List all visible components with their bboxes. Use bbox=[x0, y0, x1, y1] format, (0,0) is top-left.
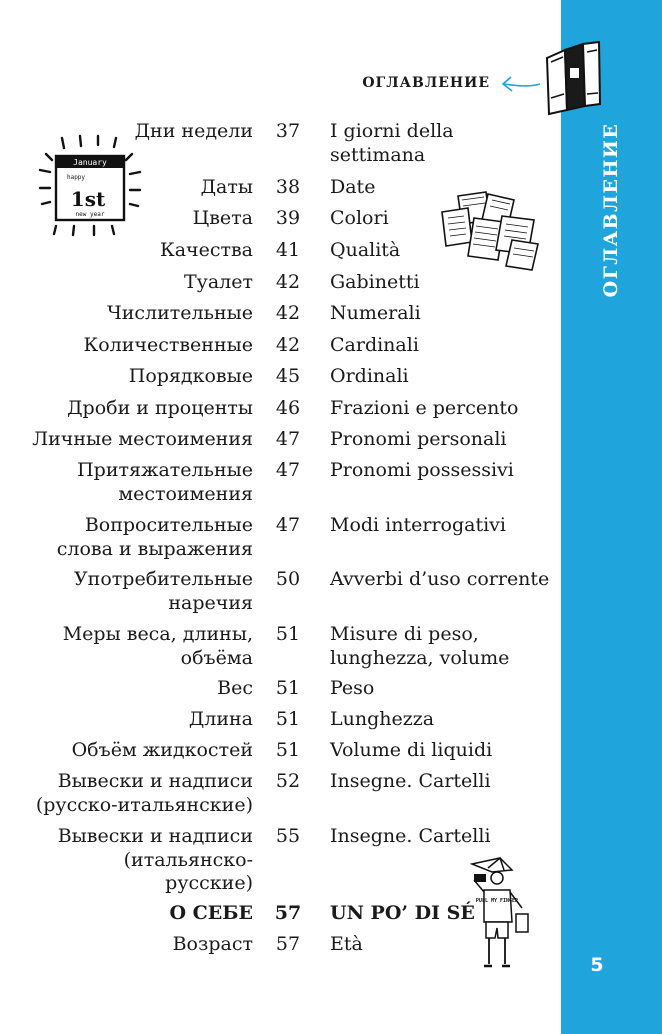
toc-entry-italian bbox=[330, 176, 375, 200]
calendar-line2: new year bbox=[75, 211, 105, 218]
toc-entry-italian bbox=[330, 397, 518, 421]
toc-entry-page: 38 bbox=[275, 176, 301, 198]
toc-italian-line: Pronomi possessivi bbox=[330, 459, 514, 481]
toc-entry-page: 45 bbox=[275, 365, 301, 387]
toc-italian-line: Volume di liquidi bbox=[330, 739, 493, 761]
toc-entry-page: 51 bbox=[275, 623, 301, 645]
toc-italian-line: Date bbox=[330, 176, 376, 198]
toc-italian-line: Modi interrogativi bbox=[330, 514, 506, 536]
calendar-month: January bbox=[73, 158, 107, 167]
toc-entry-page: 46 bbox=[275, 397, 301, 419]
toc-russian-line: Вопросительные bbox=[84, 514, 253, 536]
toc-russian-line: Меры веса, длины, bbox=[62, 623, 253, 645]
toc-russian-line: русские) bbox=[165, 872, 253, 894]
toc-russian-line: Цвета bbox=[192, 207, 253, 229]
toc-entry-italian bbox=[330, 825, 491, 849]
toc-entry-page: 51 bbox=[275, 708, 301, 730]
toc-italian-line: Colori bbox=[330, 207, 389, 229]
sidebar-title: ОГЛАВЛЕНИЕ bbox=[600, 122, 622, 298]
toc-russian-line: местоимения bbox=[118, 482, 253, 505]
toc-entry-italian bbox=[330, 933, 363, 957]
toc-italian-line: settimana bbox=[330, 143, 426, 166]
toc-entry-italian bbox=[330, 568, 549, 592]
toc-russian-line: Употребительные bbox=[73, 568, 253, 590]
toc-russian-line: Качества bbox=[159, 239, 253, 261]
toc-entry-page: 51 bbox=[275, 739, 301, 761]
toc-russian-line: Туалет bbox=[183, 271, 253, 293]
toc-russian-line: Объём жидкостей bbox=[71, 739, 253, 761]
toc-russian-line: Длина bbox=[188, 708, 253, 730]
toc-entry-russian bbox=[58, 825, 253, 896]
toc-entry-page: 42 bbox=[275, 302, 301, 324]
toc-entry-italian bbox=[330, 428, 507, 452]
toc-italian-line: Insegne. Cartelli bbox=[330, 825, 491, 847]
toc-italian-line: Lunghezza bbox=[330, 708, 435, 730]
toc-entry-russian bbox=[217, 677, 253, 701]
toc-entry-page: 42 bbox=[275, 271, 301, 293]
toc-entry-russian bbox=[84, 334, 253, 358]
toc-entry-russian bbox=[184, 271, 253, 295]
toc-entry-russian bbox=[36, 770, 253, 817]
toc-russian-line: наречия bbox=[168, 591, 253, 614]
toc-italian-line: Peso bbox=[330, 677, 375, 699]
toc-entry-page: 47 bbox=[275, 514, 301, 536]
calendar-line1: happy bbox=[66, 174, 86, 181]
toc-entry-italian bbox=[330, 770, 491, 794]
toc-entry-italian bbox=[330, 302, 421, 326]
toc-italian-line: Qualità bbox=[330, 239, 401, 261]
page-title: ОГЛАВЛЕНИЕ bbox=[362, 75, 490, 91]
toc-entry-russian bbox=[170, 902, 254, 926]
toc-russian-line: Притяжательные bbox=[77, 459, 253, 481]
toc-entry-italian bbox=[330, 271, 420, 295]
toc-russian-line: Вывески и надписи bbox=[57, 770, 253, 792]
toc-entry-page: 37 bbox=[275, 120, 301, 142]
toc-entry-page: 39 bbox=[275, 207, 301, 229]
toc-entry-russian bbox=[160, 239, 253, 263]
toc-entry-russian bbox=[201, 176, 253, 200]
toc-entry-page: 57 bbox=[274, 902, 302, 924]
toc-italian-line: Ordinali bbox=[330, 365, 409, 387]
toc-italian-line: Gabinetti bbox=[330, 271, 420, 293]
toc-entry-russian bbox=[32, 428, 253, 452]
toc-russian-line: Даты bbox=[200, 176, 253, 198]
toc-entry-italian bbox=[330, 623, 509, 670]
toc-entry-italian bbox=[330, 459, 514, 483]
toc-entry-russian bbox=[63, 623, 253, 670]
toc-entry-italian bbox=[330, 739, 492, 763]
toc-russian-line: Порядковые bbox=[128, 365, 253, 387]
toc-italian-line: UN PO’ DI SÉ bbox=[330, 902, 475, 924]
toc-russian-line: Вес bbox=[217, 677, 253, 699]
toc-entry-italian bbox=[330, 514, 506, 538]
toc-entry-page: 50 bbox=[275, 568, 301, 590]
toc-entry-page: 41 bbox=[275, 239, 301, 261]
toc-russian-line: Дни недели bbox=[134, 120, 253, 142]
toc-entry-italian bbox=[330, 365, 409, 389]
toc-entry-russian bbox=[193, 207, 253, 231]
toc-entry-russian bbox=[74, 568, 253, 615]
toc-russian-line: Количественные bbox=[83, 334, 253, 356]
toc-italian-line: Età bbox=[330, 933, 363, 955]
toc-russian-line: О СЕБЕ bbox=[169, 902, 253, 924]
toc-entry-page: 42 bbox=[275, 334, 301, 356]
toc-entry-russian bbox=[189, 708, 253, 732]
page-number: 5 bbox=[590, 954, 604, 976]
calendar-day: 1st bbox=[70, 187, 106, 211]
toc-russian-line: Личные местоимения bbox=[32, 428, 253, 450]
toc-entry-russian bbox=[107, 302, 253, 326]
toc-russian-line: объёма bbox=[180, 646, 253, 669]
toc-entry-russian bbox=[57, 514, 253, 561]
toc-entry-russian bbox=[72, 739, 253, 763]
toc-entry-italian bbox=[330, 334, 419, 358]
toc-entry-russian bbox=[67, 397, 253, 421]
toc-entry-page: 47 bbox=[275, 428, 301, 450]
toc-entry-page: 55 bbox=[275, 825, 301, 847]
toc-entry-italian bbox=[330, 677, 374, 701]
toc-entry-page: 57 bbox=[275, 933, 301, 955]
toc-entry-page: 51 bbox=[275, 677, 301, 699]
toc-entry-italian bbox=[330, 207, 389, 231]
toc-entry-page: 52 bbox=[275, 770, 301, 792]
toc-entry-page: 47 bbox=[275, 459, 301, 481]
toc-italian-line: Misure di peso, bbox=[330, 623, 479, 645]
toc-italian-line: I giorni della bbox=[330, 120, 454, 142]
toc-entry-russian bbox=[129, 365, 253, 389]
toc-entry-russian bbox=[135, 120, 253, 144]
toc-russian-line: (итальянско- bbox=[123, 848, 253, 871]
toc-russian-line: слова и выражения bbox=[56, 537, 253, 560]
toc-russian-line: Вывески и надписи bbox=[57, 825, 253, 847]
toc-italian-line: lunghezza, volume bbox=[330, 646, 510, 669]
toc-russian-line: Дроби и проценты bbox=[67, 397, 253, 419]
toc-italian-line: Cardinali bbox=[330, 334, 419, 356]
toc-italian-line: Avverbi d’uso corrente bbox=[330, 568, 550, 590]
toc-entry-russian bbox=[77, 459, 253, 506]
toc-entry-russian bbox=[173, 933, 253, 957]
toc-russian-line: (русско-итальянские) bbox=[35, 793, 253, 816]
shirt-text: PULL MY FINGER bbox=[475, 898, 519, 904]
toc-russian-line: Числительные bbox=[107, 302, 253, 324]
toc-italian-line: Frazioni e percento bbox=[330, 397, 519, 419]
toc-entry-italian bbox=[330, 708, 434, 732]
toc-russian-line: Возраст bbox=[172, 933, 253, 955]
toc-italian-line: Insegne. Cartelli bbox=[330, 770, 491, 792]
toc-italian-line: Pronomi personali bbox=[330, 428, 507, 450]
toc-entry-italian bbox=[330, 239, 400, 263]
toc-entry-italian bbox=[330, 902, 475, 926]
toc-italian-line: Numerali bbox=[330, 302, 421, 324]
toc-entry-italian bbox=[330, 120, 454, 167]
